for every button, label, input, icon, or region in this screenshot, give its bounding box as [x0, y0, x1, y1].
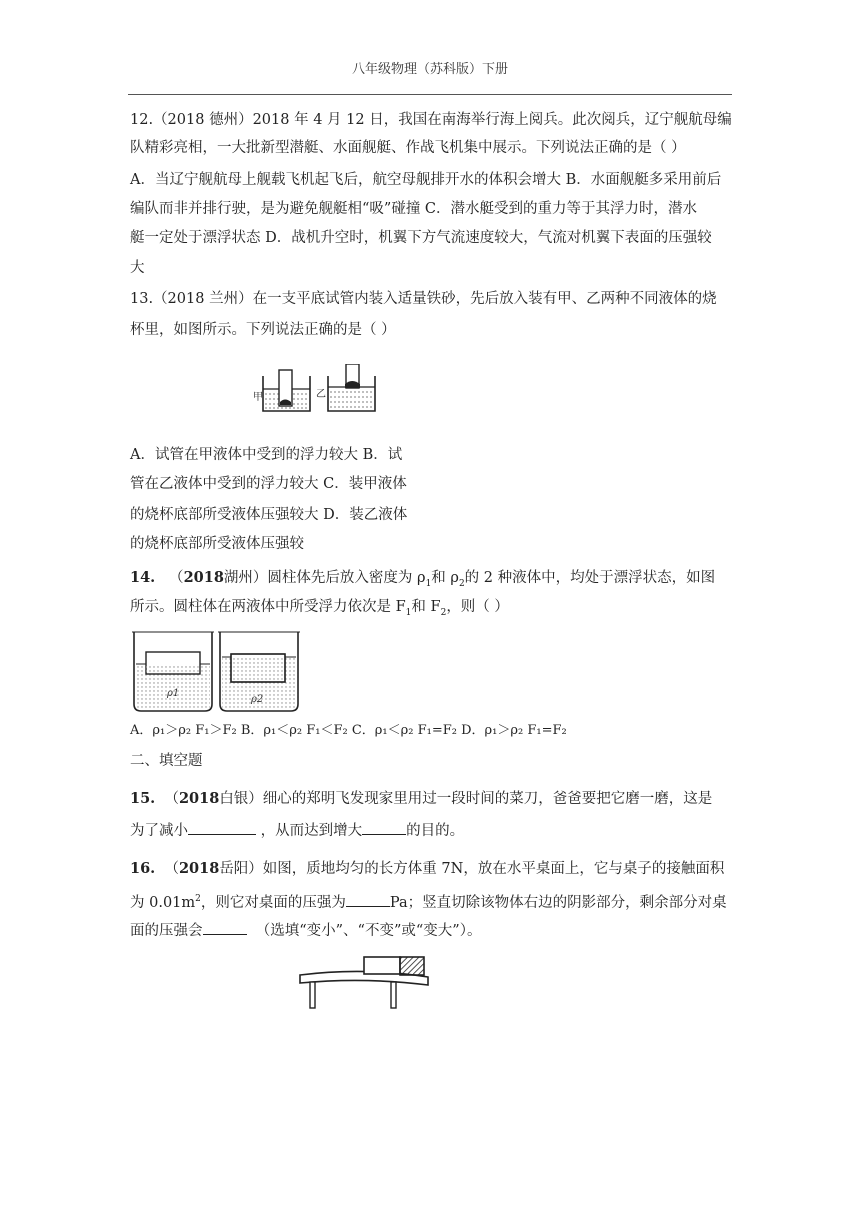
q15-number: 15.	[130, 790, 156, 807]
q16-text-c: ，则它对桌面的压强为	[200, 894, 346, 911]
q16-blank-1[interactable]	[346, 892, 390, 907]
q16-line-1: 16. （2018岳阳）如图，质地均匀的长方体重 7N，放在水平桌面上，它与桌子的接触面积	[130, 860, 725, 877]
q15-blank-2[interactable]	[362, 820, 406, 835]
q14-text-b: 和 ρ	[431, 570, 459, 586]
q16-line-3	[130, 920, 481, 941]
q14-text-a: 湖州）圆柱体先后放入密度为 ρ	[223, 570, 426, 586]
q14-line-1: 14. （2018湖州）圆柱体先后放入密度为 $\rho_1$和 $\rho_2$的 2 种液体中，均处于漂浮状态，如图	[130, 569, 716, 589]
section-fill-in-title: 二、填空题	[130, 753, 203, 769]
q14-text-f: ，则（ ）	[446, 599, 509, 615]
q13-option-line-3: 的烧杯底部所受液体压强较大 D．装乙液体	[130, 507, 408, 523]
figure-label-jia: 甲	[253, 392, 263, 403]
q15-line-1: 15. （2018白银）细心的郑明飞发现家里用过一段时间的菜刀，爸爸要把它磨一磨，这是	[130, 790, 713, 807]
q14-line-2	[130, 597, 509, 623]
table-leg-left	[310, 982, 315, 1008]
rho1-label: ρ1	[167, 688, 180, 699]
q13-line-1: 13.（2018 兰州）在一支平底试管内装入适量铁砂，先后放入装有甲、乙两种不同液体的烧	[130, 291, 717, 307]
q13-line-2: 杯里，如图所示。下列说法正确的是（ ）	[130, 322, 396, 338]
q16-text-a: 岳阳）如图，质地均匀的长方体重 7N，放在水平桌面上，它与桌子的接触面积	[219, 861, 725, 877]
header-divider	[128, 94, 732, 95]
q16-text-b: 为 0.01m	[130, 894, 196, 911]
rho2-label: ρ2	[251, 694, 264, 705]
q16-line-2	[130, 889, 727, 913]
q14-number: 14.	[130, 569, 156, 586]
q13-option-line-1: A．试管在甲液体中受到的浮力较大 B．试	[130, 447, 403, 463]
q16-text-d: Pa；竖直切除该物体右边的阴影部分，剩余部分对桌	[389, 894, 727, 911]
block	[364, 957, 400, 974]
q12-line-3: A．当辽宁舰航母上舰载飞机起飞后，航空母舰排开水的体积会增大 B．水面舰艇多采用前后	[130, 172, 722, 188]
q12-line-1: 12.（2018 德州）2018 年 4 月 12 日，我国在南海举行海上阅兵。此次阅兵，辽宁舰航母编	[130, 112, 732, 128]
q14-f-sub-2: 2	[440, 607, 447, 618]
figure-label-yi: 乙	[316, 389, 326, 400]
q16-source-year: 2018	[178, 860, 220, 877]
beaker-jia	[263, 370, 310, 411]
q14-rho-sub-1: 1	[425, 578, 432, 589]
q12-line-5: 艇一定处于漂浮状态 D．战机升空时，机翼下方气流速度较大，气流对机翼下表面的压强较	[130, 230, 712, 246]
beaker-rho1	[132, 632, 214, 711]
q14-rho-sub-2: 2	[458, 578, 465, 589]
q16-unit-sup: 2	[195, 894, 201, 904]
q12-line-2: 队精彩亮相，一大批新型潜艇、水面舰艇、作战飞机集中展示。下列说法正确的是（ ）	[130, 140, 686, 156]
q12-line-6: 大	[130, 260, 145, 276]
floating-cylinder-figure	[129, 630, 309, 714]
beaker-yi	[328, 364, 375, 411]
q16-number: 16.	[130, 860, 156, 877]
q15-text-b: 为了减小	[130, 823, 188, 839]
test-tube-beakers-figure	[250, 364, 380, 414]
q13-option-line-2: 管在乙液体中受到的浮力较大 C．装甲液体	[130, 476, 407, 492]
q15-text-c: ，从而达到增大	[260, 823, 363, 839]
q14-source-year: 2018	[183, 569, 224, 586]
q15-source-year: 2018	[178, 790, 220, 807]
q14-options: A．ρ₁＞ρ₂ F₁＞F₂ B．ρ₁＜ρ₂ F₁＜F₂ C．ρ₁＜ρ₂ F₁=F₂ D．ρ₁＞ρ₂ F₁=F₂	[130, 723, 567, 738]
q16-blank-2[interactable]	[203, 920, 247, 935]
q12-line-4: 编队而非并排行驶，是为避免舰艇相“吸”碰撞 C．潜水艇受到的重力等于其浮力时，潜水	[130, 201, 698, 217]
q16-text-f: （选填“变小”、“不变”或“变大”）。	[255, 923, 482, 939]
q15-blank-1[interactable]	[188, 820, 256, 835]
beaker-rho2	[218, 632, 300, 711]
q14-text-d: 所示。圆柱体在两液体中所受浮力依次是 F	[130, 599, 406, 615]
q14-text-c: 的 2 种液体中，均处于漂浮状态，如图	[464, 570, 716, 586]
q15-text-a: 白银）细心的郑明飞发现家里用过一段时间的菜刀，爸爸要把它磨一磨，这是	[219, 791, 713, 807]
page-header: 八年级物理（苏科版）下册	[351, 62, 508, 77]
q15-line-2	[130, 820, 464, 841]
table-block-figure	[296, 955, 432, 1011]
q13-option-line-4: 的烧杯底部所受液体压强较	[130, 536, 304, 552]
block-shaded-part	[400, 957, 424, 975]
table-leg-right	[391, 982, 396, 1008]
q15-text-d: 的目的。	[406, 823, 465, 839]
q14-f-sub-1: 1	[405, 607, 412, 618]
q14-text-e: 和 F	[411, 599, 441, 615]
q16-text-e: 面的压强会	[130, 923, 203, 939]
